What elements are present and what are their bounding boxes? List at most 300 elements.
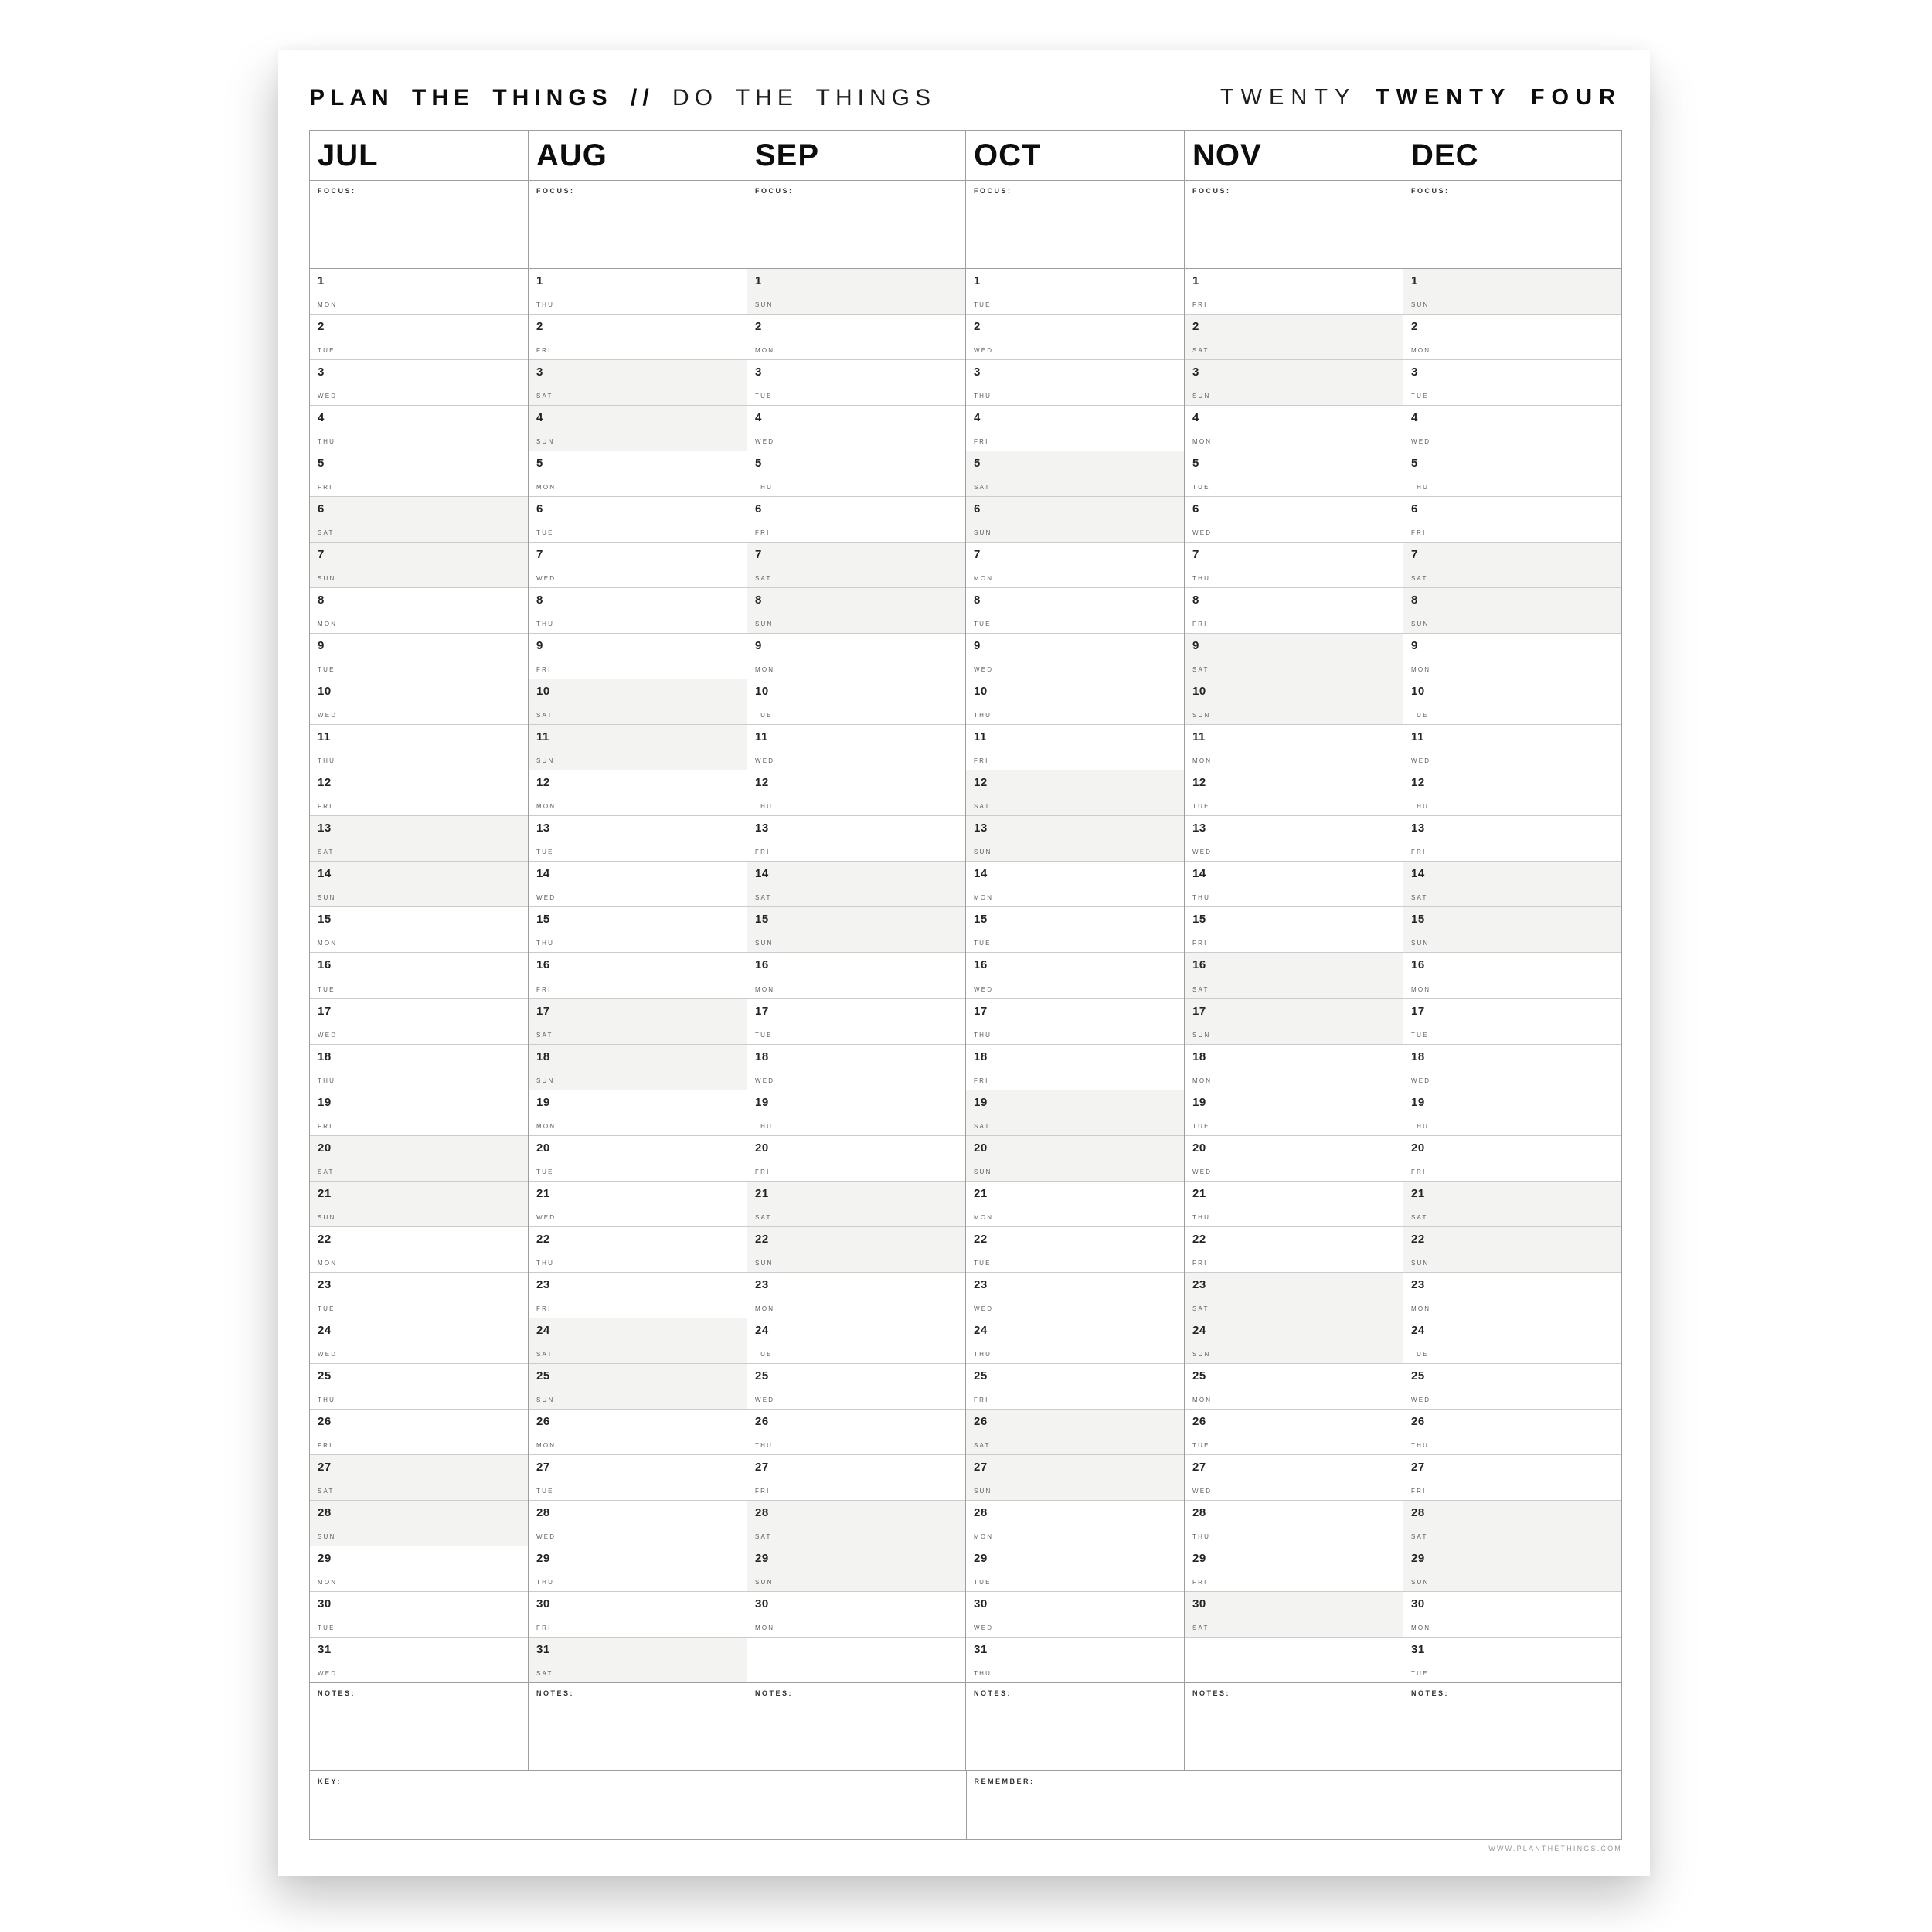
day-number: 25 [1192,1369,1206,1383]
day-name: MON [318,621,338,628]
day-name: MON [536,1441,556,1449]
day-number: 6 [536,502,543,516]
day-number: 3 [318,366,325,379]
day-cell-jul-22 [310,1227,528,1273]
day-cell-oct-28 [966,1501,1184,1546]
day-number: 7 [755,548,762,562]
day-name: THU [536,621,555,628]
day-name: SAT [755,1532,772,1540]
day-name: TUE [1192,484,1210,492]
day-name: SUN [974,1487,992,1495]
month-column-sep [747,131,965,1770]
day-number: 21 [1411,1186,1425,1200]
day-number: 13 [318,821,332,835]
day-name: FRI [318,1441,333,1449]
day-cell-sep-21 [747,1182,965,1227]
day-cell-jul-7 [310,543,528,588]
day-name: THU [1192,1532,1211,1540]
day-name: SUN [1411,940,1430,947]
day-cell-jul-26 [310,1410,528,1455]
day-cell-sep-8 [747,588,965,634]
day-number: 8 [974,594,981,607]
day-number: 29 [974,1551,988,1565]
focus-label: FOCUS: [755,187,794,195]
day-name: TUE [536,1168,554,1175]
day-cell-oct-19 [966,1090,1184,1136]
day-name: SUN [1192,1031,1211,1039]
day-number: 5 [318,457,325,471]
month-column-dec [1403,131,1621,1770]
day-number: 11 [974,730,987,744]
day-number: 19 [974,1095,988,1109]
day-cell-oct-22 [966,1227,1184,1273]
days-column-jul [310,269,528,1682]
day-name: TUE [1411,712,1429,719]
day-number: 12 [1192,776,1206,790]
day-name: FRI [974,1396,989,1403]
page-header [309,66,1622,130]
day-number: 17 [536,1004,550,1018]
day-cell-jul-27 [310,1455,528,1501]
focus-label: FOCUS: [536,187,575,195]
day-name: SUN [974,849,992,856]
day-name: SAT [1192,347,1209,355]
day-cell-sep-30 [747,1592,965,1638]
day-name: TUE [1411,1669,1429,1677]
day-number: 20 [536,1141,550,1155]
day-number: 28 [974,1505,988,1519]
day-cell-dec-6 [1403,497,1621,543]
day-name: FRI [974,438,989,446]
day-number: 29 [1192,1551,1206,1565]
day-number: 24 [1411,1323,1425,1337]
day-number: 10 [755,685,769,699]
day-number: 9 [755,639,762,653]
day-number: 22 [974,1232,988,1246]
day-name: FRI [755,849,770,856]
day-cell-dec-22 [1403,1227,1621,1273]
day-cell-sep-10 [747,679,965,725]
month-title-jul: JUL [310,131,528,181]
day-name: WED [536,575,556,583]
day-number: 11 [1411,730,1424,744]
day-cell-nov-12 [1185,770,1403,816]
day-number: 24 [536,1323,550,1337]
day-number: 5 [1192,457,1199,471]
day-cell-aug-18 [529,1045,747,1090]
day-name: WED [536,894,556,902]
focus-box-aug [529,181,747,269]
day-name: TUE [318,347,335,355]
day-name: SUN [974,1168,992,1175]
day-number: 3 [536,366,543,379]
day-number: 19 [755,1095,769,1109]
day-cell-aug-1 [529,269,747,315]
day-cell-oct-26 [966,1410,1184,1455]
day-name: WED [1411,1396,1431,1403]
days-column-dec [1403,269,1621,1682]
day-cell-aug-23 [529,1273,747,1318]
day-name: THU [536,1259,555,1267]
year-title-bold: TWENTY FOUR [1375,85,1622,110]
day-number: 16 [755,958,769,972]
day-number: 8 [1192,594,1199,607]
day-name: FRI [755,1487,770,1495]
day-cell-nov-30 [1185,1592,1403,1638]
day-number: 18 [1411,1049,1425,1063]
day-name: WED [755,438,775,446]
day-cell-nov-24 [1185,1318,1403,1364]
day-name: MON [1192,438,1213,446]
month-title-sep: SEP [747,131,965,181]
day-name: THU [1411,803,1430,811]
day-number: 23 [755,1277,769,1291]
day-number: 30 [974,1597,988,1611]
day-name: WED [974,1624,994,1631]
day-name: MON [318,940,338,947]
day-name: MON [755,347,775,355]
day-cell-jul-2 [310,315,528,360]
day-number: 8 [536,594,543,607]
day-name: WED [755,1077,775,1084]
day-cell-jul-20 [310,1136,528,1182]
day-number: 5 [1411,457,1418,471]
day-number: 14 [755,867,769,881]
day-name: MON [755,985,775,993]
day-number: 27 [1192,1460,1206,1474]
day-cell-aug-31 [529,1638,747,1682]
day-number: 1 [1192,274,1199,287]
day-name: SUN [755,621,774,628]
day-name: FRI [536,1624,552,1631]
day-cell-jul-23 [310,1273,528,1318]
day-cell-oct-4 [966,406,1184,451]
day-number: 1 [755,274,762,287]
day-number: 2 [755,320,762,334]
notes-box-jul [310,1682,528,1770]
notes-box-sep [747,1682,965,1770]
day-cell-jul-8 [310,588,528,634]
day-number: 29 [318,1551,332,1565]
day-number: 6 [755,502,762,516]
day-cell-aug-9 [529,634,747,679]
day-name: MON [1411,1624,1431,1631]
day-cell-sep-14 [747,862,965,907]
day-name: SAT [1192,1624,1209,1631]
day-name: SAT [1411,1532,1428,1540]
day-number: 11 [1192,730,1206,744]
day-cell-dec-29 [1403,1546,1621,1592]
day-cell-aug-14 [529,862,747,907]
day-number: 13 [536,821,550,835]
day-cell-aug-13 [529,816,747,862]
day-cell-sep-24 [747,1318,965,1364]
day-name: THU [536,940,555,947]
day-name: SAT [974,1441,991,1449]
day-cell-oct-9 [966,634,1184,679]
day-name: FRI [755,1168,770,1175]
day-number: 13 [1192,821,1206,835]
day-cell-dec-8 [1403,588,1621,634]
day-number: 29 [536,1551,550,1565]
day-cell-dec-11 [1403,725,1621,770]
day-name: WED [974,347,994,355]
day-number: 24 [1192,1323,1206,1337]
day-number: 15 [755,913,769,927]
day-number: 1 [318,274,325,287]
day-cell-dec-1 [1403,269,1621,315]
day-number: 6 [318,502,325,516]
day-cell-nov-4 [1185,406,1403,451]
day-number: 28 [1411,1505,1425,1519]
day-number: 4 [755,411,762,425]
day-name: WED [974,666,994,674]
website-url: WWW.PLANTHETHINGS.COM [1488,1845,1622,1852]
day-cell-aug-21 [529,1182,747,1227]
remember-box [966,1771,1622,1839]
day-cell-nov-5 [1185,451,1403,497]
day-cell-aug-27 [529,1455,747,1501]
calendar-page [278,50,1650,1876]
day-number: 26 [755,1414,769,1428]
day-number: 13 [1411,821,1425,835]
day-cell-dec-26 [1403,1410,1621,1455]
focus-box-nov [1185,181,1403,269]
day-name: TUE [974,621,992,628]
day-cell-nov-23 [1185,1273,1403,1318]
day-name: WED [974,985,994,993]
day-number: 4 [536,411,543,425]
day-cell-jul-6 [310,497,528,543]
day-number: 25 [318,1369,332,1383]
day-name: TUE [974,301,992,309]
day-cell-sep-1 [747,269,965,315]
day-number: 4 [1411,411,1418,425]
day-cell-nov-9 [1185,634,1403,679]
day-name: THU [974,1031,992,1039]
day-cell-jul-31 [310,1638,528,1682]
day-cell-aug-29 [529,1546,747,1592]
day-name: WED [318,1031,338,1039]
day-number: 2 [974,320,981,334]
day-cell-nov-10 [1185,679,1403,725]
day-name: FRI [1411,529,1427,537]
day-number: 6 [974,502,981,516]
day-cell-dec-3 [1403,360,1621,406]
day-cell-dec-9 [1403,634,1621,679]
day-number: 18 [536,1049,550,1063]
day-number: 25 [974,1369,988,1383]
day-number: 28 [536,1505,550,1519]
day-name: THU [536,301,555,309]
day-number: 28 [318,1505,332,1519]
day-name: THU [318,1077,336,1084]
day-name: SAT [1192,985,1209,993]
day-cell-aug-5 [529,451,747,497]
day-cell-sep-11 [747,725,965,770]
day-cell-jul-14 [310,862,528,907]
day-number: 30 [318,1597,332,1611]
day-name: TUE [1192,803,1210,811]
day-number: 2 [1192,320,1199,334]
day-name: SUN [755,1259,774,1267]
day-cell-nov-1 [1185,269,1403,315]
day-number: 11 [318,730,331,744]
day-number: 12 [1411,776,1425,790]
day-number: 7 [974,548,981,562]
day-number: 22 [1192,1232,1206,1246]
month-title-aug: AUG [529,131,747,181]
day-number: 24 [318,1323,332,1337]
day-name: FRI [1192,301,1208,309]
day-number: 18 [755,1049,769,1063]
day-number: 16 [974,958,988,972]
day-name: SAT [974,1122,991,1130]
day-cell-dec-21 [1403,1182,1621,1227]
day-cell-jul-1 [310,269,528,315]
day-name: THU [1192,894,1211,902]
day-name: MON [974,575,994,583]
day-name: TUE [536,1487,554,1495]
day-name: MON [1192,1396,1213,1403]
day-cell-sep-15 [747,907,965,953]
day-cell-dec-5 [1403,451,1621,497]
day-number: 23 [536,1277,550,1291]
day-name: FRI [1411,849,1427,856]
day-name: THU [1411,1122,1430,1130]
day-cell-oct-30 [966,1592,1184,1638]
day-name: SUN [755,1578,774,1586]
day-name: MON [1411,1304,1431,1312]
day-number: 30 [536,1597,550,1611]
day-number: 16 [1192,958,1206,972]
page-title-regular: DO THE THINGS [672,84,936,111]
month-title-dec: DEC [1403,131,1621,181]
day-cell-nov-2 [1185,315,1403,360]
day-name: THU [318,757,336,765]
day-cell-sep-5 [747,451,965,497]
day-name: THU [318,438,336,446]
day-number: 4 [974,411,981,425]
day-number: 22 [1411,1232,1425,1246]
key-remember-row [309,1771,1622,1840]
day-number: 7 [1192,548,1199,562]
day-name: MON [1192,1077,1213,1084]
day-number: 2 [536,320,543,334]
focus-label: FOCUS: [1411,187,1450,195]
day-cell-nov-27 [1185,1455,1403,1501]
day-cell-jul-11 [310,725,528,770]
day-number: 17 [318,1004,332,1018]
day-number: 25 [755,1369,769,1383]
day-name: FRI [1192,621,1208,628]
day-name: SAT [318,1168,335,1175]
day-name: TUE [318,666,335,674]
day-cell-jul-15 [310,907,528,953]
month-column-jul [310,131,528,1770]
day-name: SUN [755,301,774,309]
day-name: SAT [1411,894,1428,902]
day-name: THU [1192,575,1211,583]
day-name: MON [755,666,775,674]
day-cell-sep-29 [747,1546,965,1592]
day-cell-nov-22 [1185,1227,1403,1273]
day-number: 8 [318,594,325,607]
day-name: WED [318,393,338,400]
day-name: MON [536,803,556,811]
day-cell-jul-16 [310,953,528,998]
day-number: 16 [536,958,550,972]
day-cell-oct-18 [966,1045,1184,1090]
day-name: MON [1411,347,1431,355]
day-name: TUE [1411,1350,1429,1358]
day-name: SUN [1192,393,1211,400]
day-name: MON [1411,985,1431,993]
day-number: 14 [318,867,332,881]
day-number: 14 [1192,867,1206,881]
day-cell-oct-25 [966,1364,1184,1410]
day-name: THU [755,484,774,492]
day-name: WED [1192,849,1213,856]
day-number: 26 [536,1414,550,1428]
focus-label: FOCUS: [318,187,356,195]
day-number: 21 [974,1186,988,1200]
day-number: 12 [755,776,769,790]
notes-label: NOTES: [536,1689,575,1697]
day-cell-jul-9 [310,634,528,679]
page-title-bold: PLAN THE THINGS // [309,84,655,111]
day-cell-sep-4 [747,406,965,451]
day-cell-dec-27 [1403,1455,1621,1501]
month-title-oct: OCT [966,131,1184,181]
day-number: 20 [1192,1141,1206,1155]
month-column-nov [1184,131,1403,1770]
day-number: 11 [755,730,768,744]
day-name: MON [755,1304,775,1312]
day-name: SAT [536,712,553,719]
day-name: FRI [318,803,333,811]
notes-label: NOTES: [1411,1689,1450,1697]
day-number: 5 [536,457,543,471]
day-name: TUE [755,393,773,400]
day-number: 22 [755,1232,769,1246]
day-cell-sep-17 [747,999,965,1045]
day-cell-jul-24 [310,1318,528,1364]
day-number: 7 [536,548,543,562]
day-number: 1 [536,274,543,287]
day-number: 17 [1192,1004,1206,1018]
day-name: SUN [318,1213,336,1221]
day-name: FRI [318,1122,333,1130]
focus-box-jul [310,181,528,269]
day-number: 17 [1411,1004,1425,1018]
day-number: 23 [1192,1277,1206,1291]
day-cell-jul-3 [310,360,528,406]
day-cell-oct-13 [966,816,1184,862]
day-cell-dec-31 [1403,1638,1621,1682]
day-number: 26 [974,1414,988,1428]
day-number: 27 [1411,1460,1425,1474]
day-name: SUN [536,1077,555,1084]
day-name: SAT [1192,1304,1209,1312]
day-name: TUE [755,1031,773,1039]
day-name: SAT [536,1031,553,1039]
day-cell-sep-18 [747,1045,965,1090]
day-name: TUE [1411,1031,1429,1039]
day-cell-oct-2 [966,315,1184,360]
day-number: 10 [1411,685,1425,699]
day-number: 24 [755,1323,769,1337]
